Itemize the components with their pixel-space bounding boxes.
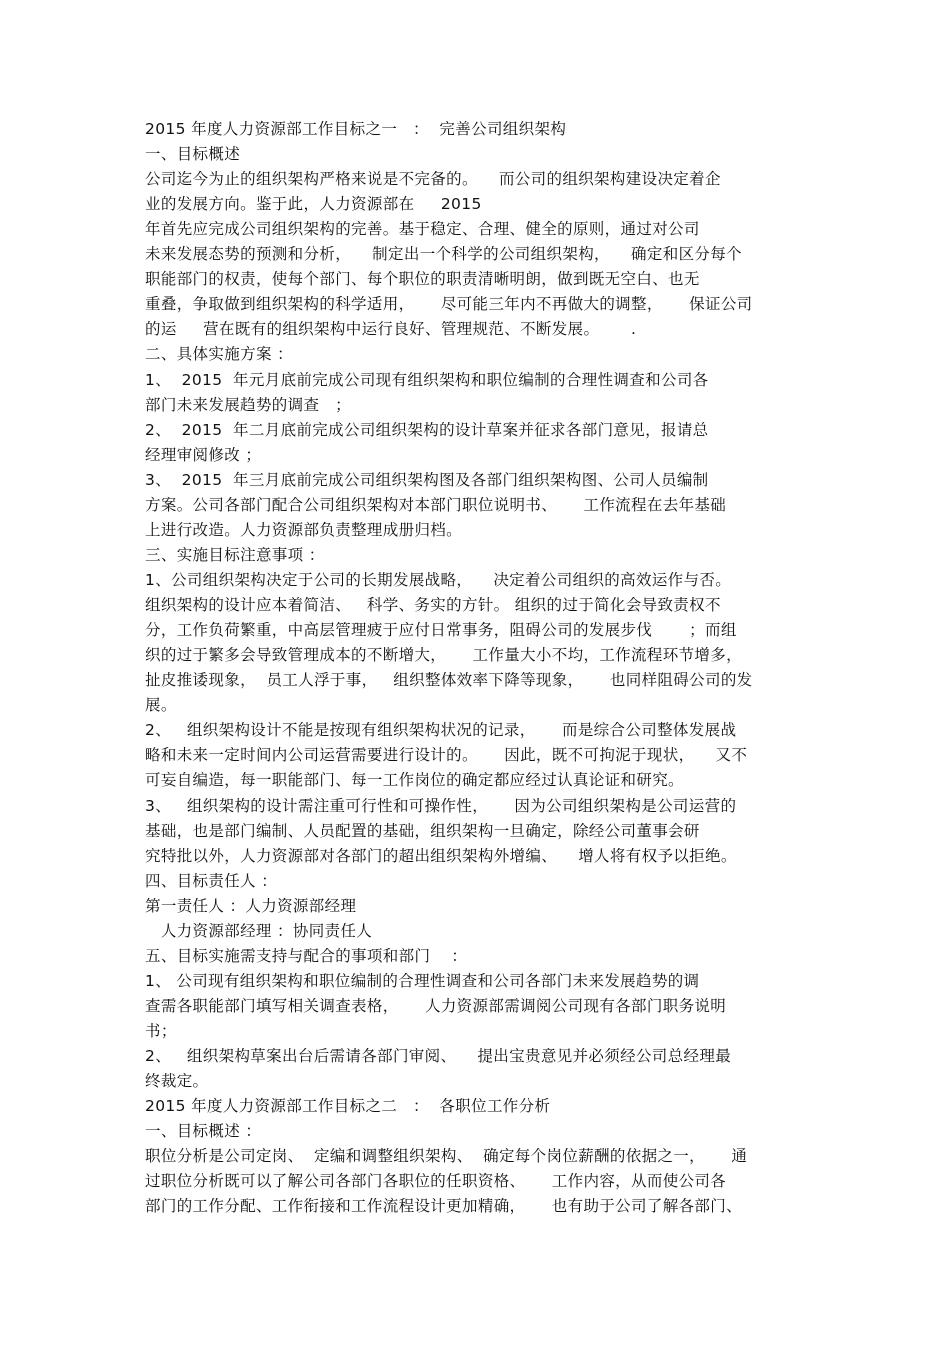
list-item-line: 展。: [145, 696, 177, 714]
paragraph-line: 公司迄今为止的组织架构严格来说是不完备的。 而公司的组织架构建设决定着企: [145, 170, 721, 188]
responsible-person-line: 第一责任人 ：人力资源部经理: [145, 897, 357, 915]
list-item-line: 1、公司组织架构决定于公司的长期发展战略， 决定着公司组织的高效运作与否。: [145, 571, 732, 589]
list-item-line: 部门未来发展趋势的调查 ；: [145, 396, 352, 414]
paragraph-line: 重叠，争取做到组织架构的科学适用， 尽可能三年内不再做大的调整， 保证公司: [145, 295, 753, 313]
list-item-line: 方案。公司各部门配合公司组织架构对本部门职位说明书、 工作流程在去年基础: [145, 496, 727, 514]
section-heading: 一、目标概述 ：: [145, 1122, 262, 1140]
paragraph-line: 职位分析是公司定岗、 定编和调整组织架构、 确定每个岗位薪酬的依据之一， 通: [145, 1147, 748, 1165]
list-item-line: 经理审阅修改 ；: [145, 446, 262, 464]
paragraph-line: 业的发展方向。鉴于此，人力资源部在 2015: [145, 195, 482, 213]
paragraph-line: 年首先应完成公司组织架构的完善。基于稳定、合理、健全的原则，通过对公司: [145, 220, 700, 238]
section-heading: 一、目标概述: [145, 145, 241, 163]
section-heading: 四、目标责任人 ：: [145, 872, 278, 890]
section-heading: 二、具体实施方案 ：: [145, 345, 293, 363]
list-item-line: 略和未来一定时间内公司运营需要进行设计的。 因此，既不可拘泥于现状， 又不: [145, 746, 748, 764]
list-item-line: 3、 组织架构的设计需注重可行性和可操作性， 因为公司组织架构是公司运营的: [145, 797, 737, 815]
list-item-line: 1、 2015 年元月底前完成公司现有组织架构和职位编制的合理性调查和公司各: [145, 371, 709, 389]
paragraph-line: 部门的工作分配、工作衔接和工作流程设计更加精确， 也有助于公司了解各部门、: [145, 1197, 742, 1215]
heading-goal-2: 2015 年度人力资源部工作目标之二 ： 各职位工作分析: [145, 1097, 551, 1115]
list-item-line: 2、 组织架构草案出台后需请各部门审阅、 提出宝贵意见并必须经公司总经理最: [145, 1047, 732, 1065]
list-item-line: 织的过于繁多会导致管理成本的不断增大， 工作量大小不均，工作流程环节增多，: [145, 646, 742, 664]
list-item-line: 扯皮推诿现象， 员工人浮于事， 组织整体效率下降等现象， 也同样阻碍公司的发: [145, 671, 753, 689]
list-item-line: 组织架构的设计应本着简洁、 科学、务实的方针。 组织的过于简化会导致责权不: [145, 596, 721, 614]
list-item-line: 终裁定。: [145, 1072, 209, 1090]
list-item-line: 究特批以外，人力资源部对各部门的超出组织架构外增编、 增人将有权予以拒绝。: [145, 847, 737, 865]
section-heading: 五、目标实施需支持与配合的事项和部门 ：: [145, 947, 468, 965]
list-item-line: 上进行改造。人力资源部负责整理成册归档。: [145, 521, 463, 539]
list-item-line: 书；: [145, 1022, 177, 1040]
paragraph-line: 过职位分析既可以了解公司各部门各职位的任职资格、 工作内容，从而使公司各: [145, 1172, 727, 1190]
list-item-line: 2、 2015 年二月底前完成公司组织架构的设计草案并征求各部门意见，报请总: [145, 421, 709, 439]
list-item-line: 2、 组织架构设计不能是按现有组织架构状况的记录， 而是综合公司整体发展战: [145, 721, 737, 739]
list-item-line: 1、 公司现有组织架构和职位编制的合理性调查和公司各部门未来发展趋势的调: [145, 972, 700, 990]
responsible-person-line: 人力资源部经理 ：协同责任人: [145, 922, 373, 940]
heading-goal-1: 2015 年度人力资源部工作目标之一 ： 完善公司组织架构: [145, 120, 567, 138]
section-heading: 三、实施目标注意事项 ：: [145, 546, 325, 564]
list-item-line: 3、 2015 年三月底前完成公司组织架构图及各部门组织架构图、公司人员编制: [145, 471, 709, 489]
list-item-line: 分，工作负荷繁重，中高层管理疲于应付日常事务，阻碍公司的发展步伐 ；而组: [145, 621, 737, 639]
list-item-line: 可妄自编造，每一职能部门、每一工作岗位的确定都应经过认真论证和研究。: [145, 771, 684, 789]
list-item-line: 查需各职能部门填写相关调查表格， 人力资源部需调阅公司现有各部门职务说明: [145, 997, 727, 1015]
paragraph-line: 未来发展态势的预测和分析， 制定出一个科学的公司组织架构， 确定和区分每个: [145, 245, 742, 263]
list-item-line: 基础，也是部门编制、人员配置的基础，组织架构一旦确定，除经公司董事会研: [145, 822, 700, 840]
paragraph-line: 的运 营在既有的组织架构中运行良好、管理规范、不断发展。 .: [145, 320, 637, 338]
paragraph-line: 职能部门的权责，使每个部门、每个职位的职责清晰明朗，做到既无空白、也无: [145, 270, 700, 288]
